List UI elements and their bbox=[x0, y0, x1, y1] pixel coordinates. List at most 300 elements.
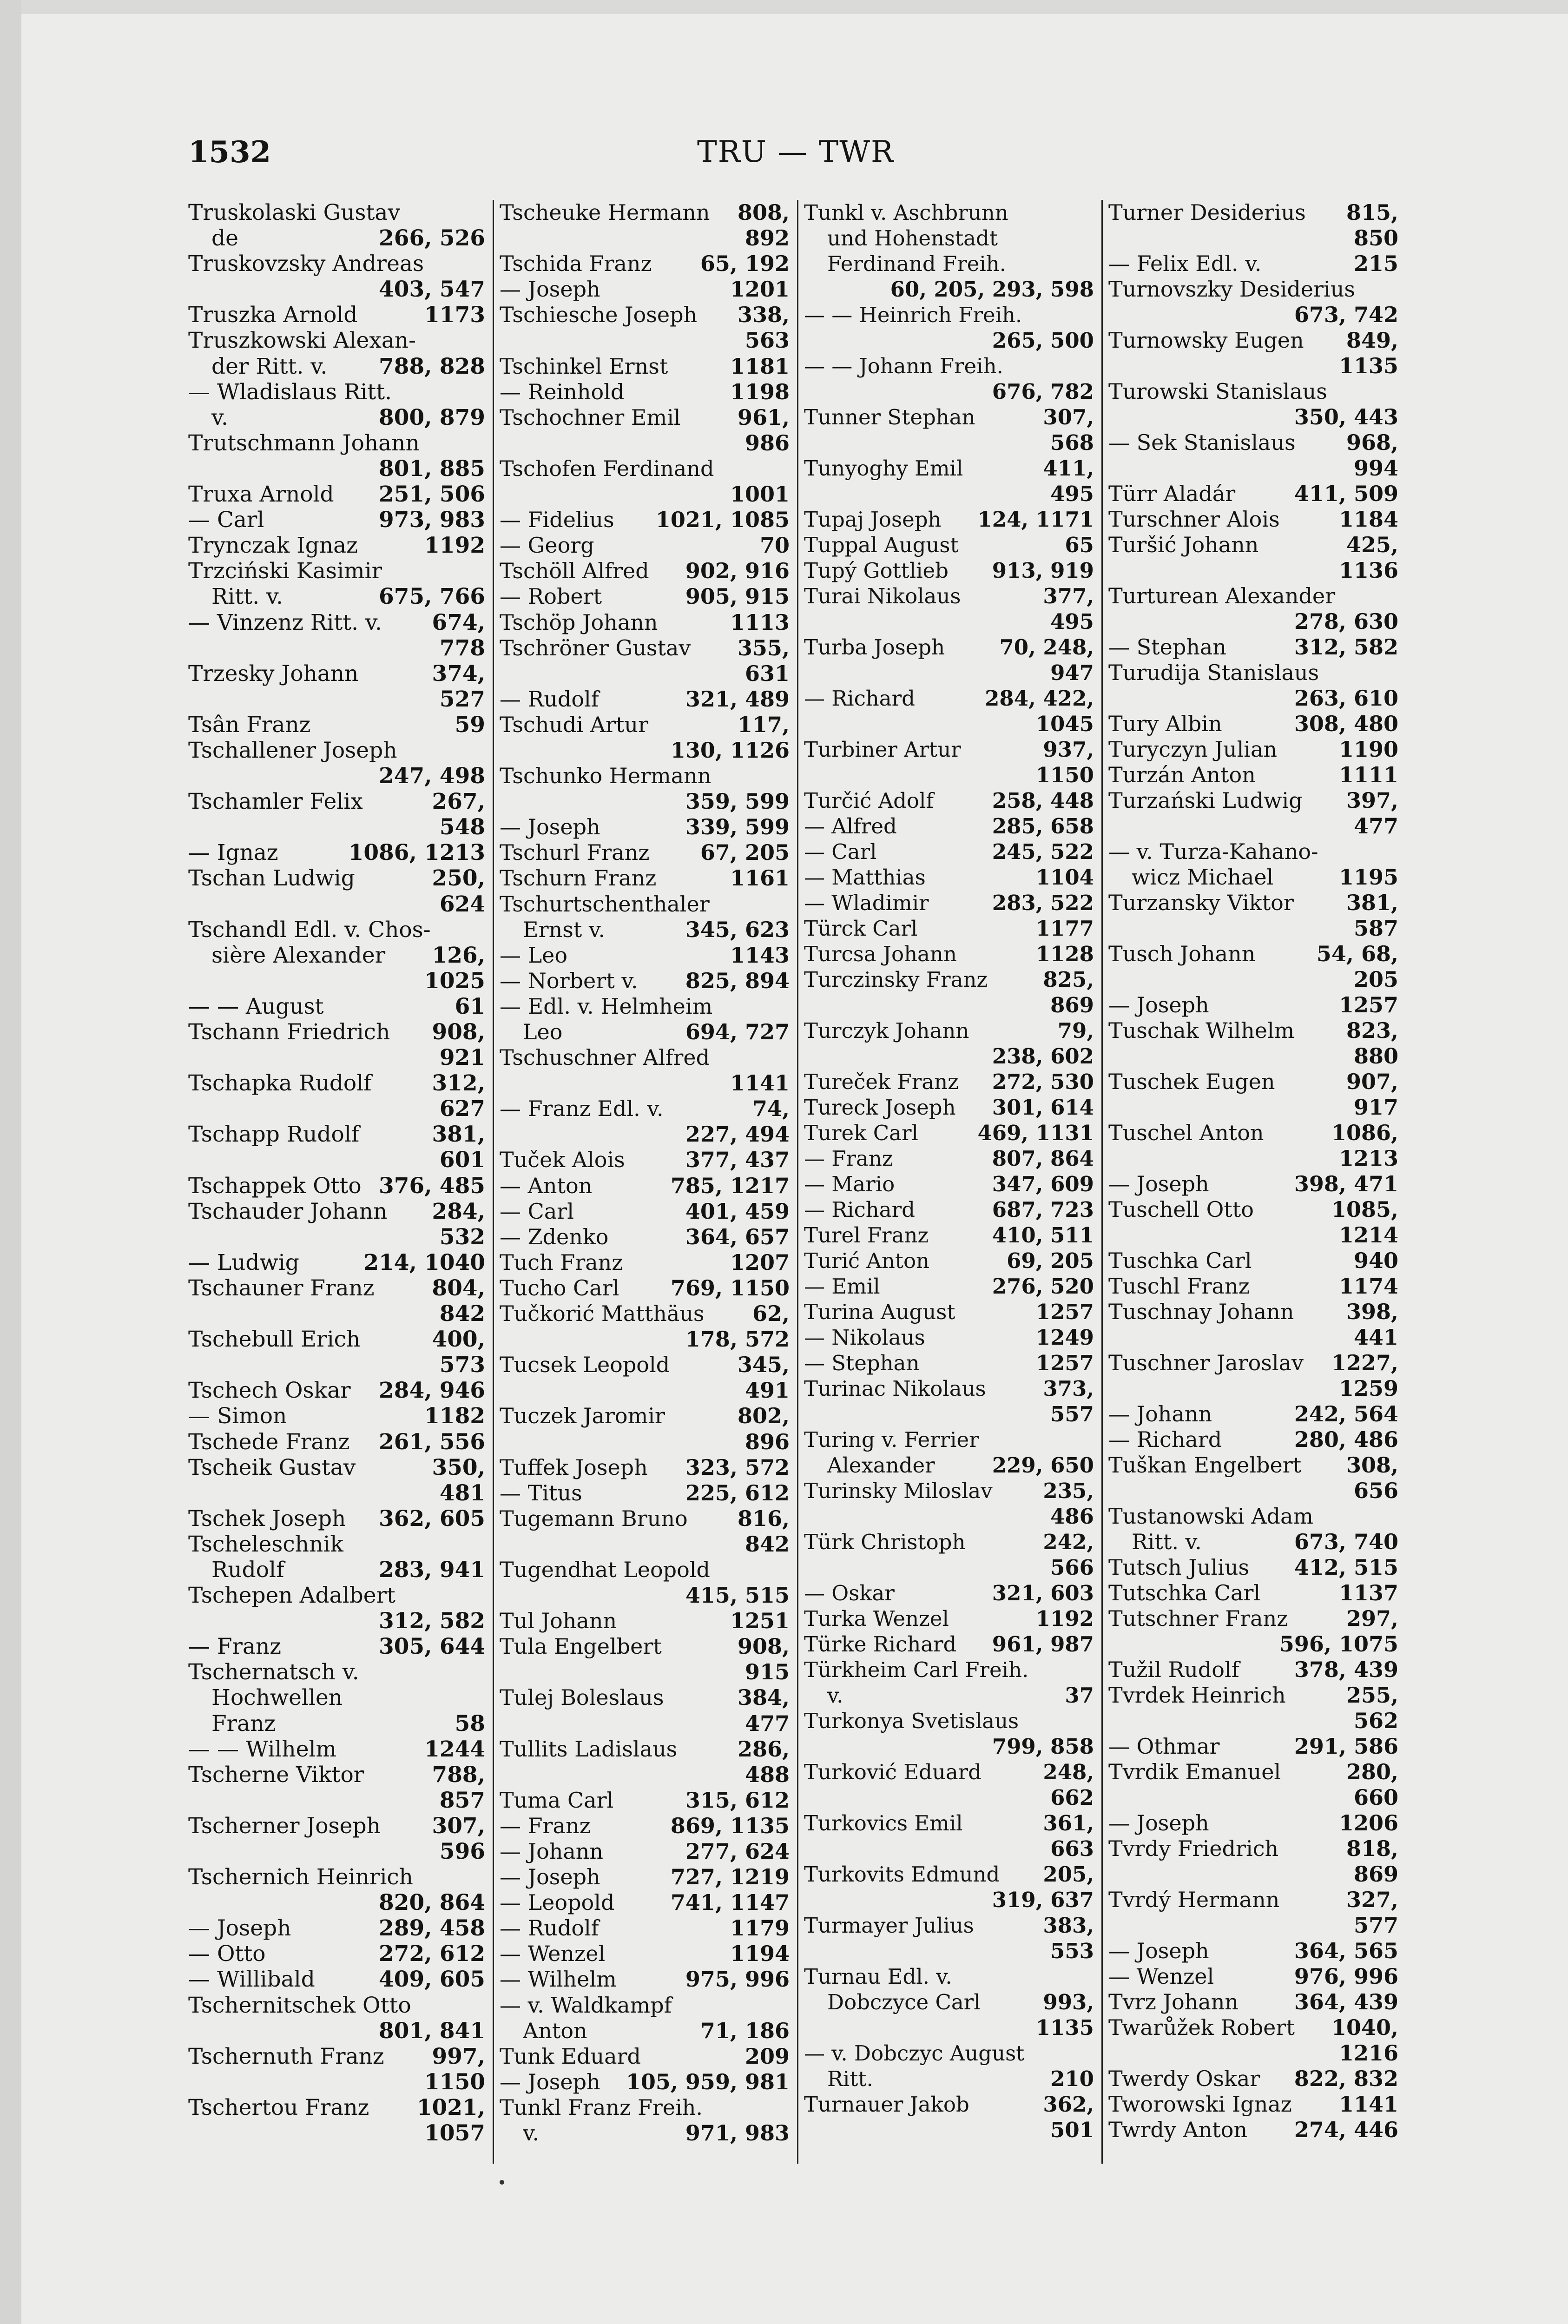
index-entry-line bbox=[804, 1222, 1094, 1248]
index-entry-line bbox=[804, 532, 1094, 558]
index-entry-line bbox=[804, 762, 1094, 788]
index-entry-line bbox=[804, 2066, 1094, 2092]
index-entry-line bbox=[188, 558, 485, 584]
entry-name: Truskovzsky Andreas bbox=[188, 251, 424, 277]
entry-pages: 265, 500 bbox=[992, 328, 1094, 353]
index-entry-line bbox=[500, 1711, 790, 1736]
index-entry-line bbox=[188, 328, 485, 353]
entry-pages: 284, bbox=[432, 1198, 485, 1224]
index-column-3 bbox=[797, 200, 1101, 2164]
index-entry-line bbox=[1108, 1938, 1398, 1964]
entry-pages: 563 bbox=[744, 328, 790, 353]
entry-name: Tschech Oskar bbox=[188, 1378, 351, 1404]
index-entry-line bbox=[500, 943, 790, 968]
entry-pages: 1111 bbox=[1338, 762, 1398, 787]
index-entry-line bbox=[188, 200, 485, 225]
entry-pages: 225, 612 bbox=[685, 1480, 790, 1505]
entry-name: Türck Carl bbox=[804, 916, 918, 941]
entry-pages: 816, bbox=[737, 1505, 790, 1531]
entry-name: — Johann bbox=[1108, 1401, 1212, 1426]
entry-name: Tschamler Felix bbox=[188, 789, 363, 815]
entry-name: Turnowsky Eugen bbox=[1108, 328, 1304, 353]
entry-pages: 815, bbox=[1346, 200, 1398, 225]
entry-pages: 1086, bbox=[1331, 1120, 1398, 1145]
index-entry-line bbox=[500, 1788, 790, 1813]
entry-pages: 319, 637 bbox=[992, 1888, 1094, 1912]
entry-name: Turturean Alexander bbox=[1108, 583, 1336, 608]
entry-pages: 993, bbox=[1043, 1990, 1094, 2014]
entry-name: — Fidelius bbox=[500, 507, 614, 533]
entry-name: — Wladislaus Ritt. bbox=[188, 379, 392, 405]
entry-pages: 130, 1126 bbox=[670, 737, 790, 763]
entry-name: Turai Nikolaus bbox=[804, 584, 961, 608]
entry-name: — v. Turza-Kahano- bbox=[1108, 839, 1318, 864]
entry-pages: 994 bbox=[1353, 456, 1398, 481]
entry-name: Tuffek Joseph bbox=[500, 1454, 648, 1480]
index-entry-line bbox=[804, 1043, 1094, 1069]
index-entry-line bbox=[188, 1788, 485, 1813]
entry-pages: 825, bbox=[1043, 967, 1094, 992]
entry-name: Tschapka Rudolf bbox=[188, 1070, 372, 1096]
entry-name: Turić Anton bbox=[804, 1248, 930, 1273]
entry-name: Turšić Johann bbox=[1108, 532, 1259, 557]
index-entry-line bbox=[804, 1171, 1094, 1197]
index-entry-line bbox=[500, 1480, 790, 1506]
entry-pages: 280, bbox=[1346, 1759, 1398, 1784]
entry-name: — Ignaz bbox=[188, 840, 278, 866]
entry-pages: 1135 bbox=[1338, 353, 1398, 378]
entry-pages: 381, bbox=[1346, 890, 1398, 915]
entry-pages: 1227, bbox=[1331, 1350, 1398, 1375]
entry-name: Tschochner Emil bbox=[500, 404, 681, 430]
entry-name: Tschek Joseph bbox=[188, 1505, 346, 1532]
index-entry-line bbox=[804, 507, 1094, 532]
entry-pages: 905, 915 bbox=[685, 584, 790, 609]
index-entry-line bbox=[1108, 1606, 1398, 1631]
entry-pages: 968, bbox=[1346, 430, 1398, 455]
index-entry-line bbox=[804, 1401, 1094, 1427]
entry-name: Anton bbox=[523, 2018, 587, 2043]
entry-pages: 527 bbox=[439, 686, 485, 712]
entry-name: — Willibald bbox=[188, 1967, 315, 1993]
entry-name: — Franz bbox=[188, 1634, 282, 1660]
index-entry-line bbox=[500, 482, 790, 507]
entry-name: Ritt. v. bbox=[211, 584, 283, 610]
index-entry-line bbox=[188, 968, 485, 994]
entry-name: — Leopold bbox=[500, 1890, 615, 1915]
index-entry-line bbox=[804, 1452, 1094, 1478]
index-entry-line bbox=[188, 1685, 485, 1710]
entry-name: Tschuschner Alfred bbox=[500, 1045, 710, 1070]
entry-name: Tuschel Anton bbox=[1108, 1120, 1264, 1145]
entry-pages: 283, 522 bbox=[992, 891, 1094, 915]
entry-pages: 1259 bbox=[1338, 1376, 1398, 1401]
entry-name: Tschernitschek Otto bbox=[188, 1992, 411, 2018]
entry-pages: 961, 987 bbox=[992, 1632, 1094, 1657]
index-entry-line bbox=[188, 763, 485, 789]
index-entry-line bbox=[804, 992, 1094, 1018]
entry-name: Turnau Edl. v. bbox=[804, 1964, 952, 1989]
index-entry-line bbox=[1108, 1683, 1398, 1708]
entry-pages: 398, 471 bbox=[1294, 1171, 1398, 1196]
index-entry-line bbox=[188, 533, 485, 558]
entry-pages: 278, 630 bbox=[1294, 609, 1398, 634]
entry-pages: 1181 bbox=[730, 353, 790, 379]
entry-name: — Matthias bbox=[804, 865, 926, 890]
index-entry-line bbox=[188, 610, 485, 635]
entry-pages: 425, bbox=[1346, 532, 1398, 557]
index-entry-line bbox=[804, 225, 1094, 251]
entry-name: v. bbox=[523, 2120, 540, 2146]
index-entry-line bbox=[188, 507, 485, 533]
entry-pages: 869 bbox=[1353, 1862, 1398, 1887]
entry-name: Tscheleschnik bbox=[188, 1531, 343, 1557]
entry-pages: 214, 1040 bbox=[363, 1249, 485, 1275]
entry-pages: 126, bbox=[432, 942, 485, 968]
entry-pages: 902, 916 bbox=[685, 558, 790, 584]
entry-name: — Franz bbox=[500, 1813, 591, 1838]
entry-pages: 235, bbox=[1043, 1479, 1094, 1503]
index-entry-line bbox=[1108, 2117, 1398, 2143]
entry-name: — Felix Edl. v. bbox=[1108, 251, 1262, 276]
entry-pages: 1182 bbox=[424, 1403, 485, 1429]
entry-pages: 280, 486 bbox=[1294, 1427, 1398, 1452]
index-entry-line bbox=[500, 610, 790, 635]
index-entry-line bbox=[804, 1759, 1094, 1785]
index-entry-line bbox=[188, 917, 485, 943]
entry-pages: 242, 564 bbox=[1294, 1401, 1398, 1426]
entry-name: — Simon bbox=[188, 1403, 287, 1429]
entry-name: Rudolf bbox=[211, 1557, 284, 1583]
entry-pages: 312, 582 bbox=[379, 1608, 485, 1634]
entry-name: Tworowski Ignaz bbox=[1108, 2092, 1292, 2117]
entry-pages: 1135 bbox=[1035, 2015, 1094, 2040]
entry-pages: 676, 782 bbox=[992, 379, 1094, 404]
entry-pages: 411, bbox=[1043, 456, 1094, 481]
index-entry-line bbox=[804, 1120, 1094, 1146]
entry-pages: 825, 894 bbox=[685, 968, 790, 993]
index-entry-line bbox=[804, 1964, 1094, 1989]
index-entry-line bbox=[1108, 711, 1398, 737]
entry-pages: 656 bbox=[1353, 1478, 1398, 1503]
entry-name: Twerdy Oskar bbox=[1108, 2066, 1260, 2091]
index-entry-line bbox=[500, 840, 790, 865]
index-entry-line bbox=[804, 1504, 1094, 1529]
index-entry-line bbox=[1108, 813, 1398, 839]
entry-name: Turkovics Emil bbox=[804, 1811, 963, 1835]
entry-pages: 229, 650 bbox=[992, 1453, 1094, 1478]
entry-name: Leo bbox=[523, 1019, 563, 1044]
index-entry-line bbox=[500, 456, 790, 482]
index-entry-line bbox=[188, 738, 485, 763]
entry-pages: 284, 946 bbox=[379, 1378, 485, 1404]
index-entry-line bbox=[500, 1557, 790, 1583]
index-entry-line bbox=[500, 225, 790, 251]
entry-name: Tschurtschenthaler bbox=[500, 891, 710, 917]
entry-name: — Zdenko bbox=[500, 1224, 609, 1249]
index-entry-line bbox=[500, 328, 790, 353]
entry-name: Tschauder Johann bbox=[188, 1198, 388, 1224]
index-entry-line bbox=[188, 1301, 485, 1327]
index-entry-line bbox=[1108, 1734, 1398, 1759]
index-entry-line bbox=[188, 2044, 485, 2069]
entry-pages: 364, 657 bbox=[685, 1224, 790, 1249]
entry-pages: 1040, bbox=[1331, 2015, 1398, 2040]
entry-name: Ernst v. bbox=[523, 917, 606, 942]
entry-name: Franz bbox=[211, 1710, 276, 1736]
index-entry-line bbox=[804, 737, 1094, 762]
entry-pages: 842 bbox=[744, 1531, 790, 1557]
entry-pages: 355, bbox=[737, 635, 790, 660]
index-entry-line bbox=[188, 1557, 485, 1583]
index-entry-line bbox=[1108, 1759, 1398, 1785]
entry-name: — Edl. v. Helmheim bbox=[500, 993, 713, 1019]
index-entry-line bbox=[1108, 1299, 1398, 1325]
index-entry-line bbox=[188, 814, 485, 840]
entry-name: Tschudi Artur bbox=[500, 712, 649, 737]
index-entry-line bbox=[188, 430, 485, 456]
index-entry-line bbox=[1108, 1887, 1398, 1913]
index-entry-line bbox=[804, 200, 1094, 225]
entry-pages: 501 bbox=[1050, 2118, 1094, 2142]
index-entry-line bbox=[500, 712, 790, 738]
index-entry-line bbox=[1108, 532, 1398, 558]
index-entry-line bbox=[1108, 1657, 1398, 1683]
index-entry-line bbox=[188, 1173, 485, 1199]
index-entry-line bbox=[804, 2117, 1094, 2143]
entry-pages: 79, bbox=[1057, 1018, 1094, 1043]
entry-name: — Anton bbox=[500, 1173, 593, 1198]
index-entry-line bbox=[804, 328, 1094, 353]
index-entry-line bbox=[1108, 251, 1398, 277]
entry-pages: 997, bbox=[432, 2043, 485, 2069]
entry-name: — Joseph bbox=[500, 277, 600, 302]
entry-name: — Otto bbox=[188, 1941, 266, 1967]
entry-pages: 54, 68, bbox=[1316, 941, 1398, 966]
entry-pages: 1021, 1085 bbox=[655, 507, 790, 533]
index-entry-line bbox=[804, 1095, 1094, 1120]
entry-pages: 327, bbox=[1346, 1887, 1398, 1912]
entry-pages: 374, bbox=[432, 660, 485, 687]
entry-name: Turčić Adolf bbox=[804, 788, 934, 813]
index-entry-line bbox=[804, 2015, 1094, 2040]
entry-pages: 377, bbox=[1043, 584, 1094, 608]
entry-pages: 601 bbox=[439, 1147, 485, 1173]
index-entry-line bbox=[500, 251, 790, 277]
index-entry-line bbox=[500, 1634, 790, 1659]
entry-name: Turina August bbox=[804, 1300, 955, 1324]
index-entry-line bbox=[804, 1810, 1094, 1836]
entry-pages: 401, 459 bbox=[685, 1198, 790, 1224]
index-entry-line bbox=[1108, 430, 1398, 456]
entry-name: — Sek Stanislaus bbox=[1108, 430, 1296, 455]
index-entry-line bbox=[500, 2018, 790, 2044]
index-entry-line bbox=[804, 1529, 1094, 1555]
index-entry-line bbox=[1108, 1120, 1398, 1146]
entry-pages: 799, 858 bbox=[992, 1734, 1094, 1759]
entry-pages: 1214 bbox=[1338, 1222, 1398, 1248]
entry-pages: 441 bbox=[1353, 1325, 1398, 1350]
index-entry-line bbox=[500, 865, 790, 891]
entry-pages: 210 bbox=[1050, 2067, 1094, 2091]
entry-name: Hochwellen bbox=[211, 1685, 343, 1711]
entry-pages: 272, 530 bbox=[992, 1070, 1094, 1094]
index-entry-line bbox=[188, 687, 485, 712]
entry-name: — Stephan bbox=[1108, 634, 1226, 660]
entry-pages: 674, bbox=[432, 609, 485, 635]
index-entry-line bbox=[1108, 1708, 1398, 1734]
index-entry-line bbox=[804, 1938, 1094, 1964]
entry-name: — Johann bbox=[500, 1839, 604, 1864]
entry-name: Ritt. v. bbox=[1132, 1529, 1202, 1554]
index-entry-line bbox=[188, 994, 485, 1019]
entry-pages: 532 bbox=[439, 1224, 485, 1250]
entry-pages: 785, 1217 bbox=[670, 1173, 790, 1198]
entry-pages: 673, 742 bbox=[1294, 302, 1398, 327]
entry-pages: 662 bbox=[1050, 1785, 1094, 1810]
index-entry-line bbox=[500, 661, 790, 687]
entry-pages: 1173 bbox=[424, 302, 485, 328]
entry-pages: 1045 bbox=[1035, 712, 1094, 736]
index-entry-line bbox=[188, 635, 485, 661]
entry-pages: 272, 612 bbox=[379, 1941, 485, 1967]
entry-pages: 373, bbox=[1043, 1376, 1094, 1401]
entry-pages: 105, 959, 981 bbox=[626, 2069, 790, 2094]
entry-name: — v. Waldkampf bbox=[500, 1992, 672, 2018]
entry-name: Tscheik Gustav bbox=[188, 1454, 356, 1480]
entry-pages: 1086, 1213 bbox=[348, 840, 485, 866]
entry-name: Türk Christoph bbox=[804, 1530, 966, 1554]
entry-pages: 410, 511 bbox=[992, 1223, 1094, 1248]
index-entry-line bbox=[500, 1890, 790, 1915]
entry-name: — Stephan bbox=[804, 1351, 920, 1375]
entry-pages: 398, bbox=[1346, 1299, 1398, 1324]
entry-name: Tschan Ludwig bbox=[188, 865, 355, 891]
ink-speck bbox=[500, 2180, 504, 2185]
entry-pages: 973, 983 bbox=[379, 507, 485, 533]
entry-name: Turinsky Miloslav bbox=[804, 1479, 993, 1503]
entry-pages: 477 bbox=[744, 1710, 790, 1736]
index-entry-line bbox=[500, 1327, 790, 1352]
entry-pages: 892 bbox=[744, 225, 790, 251]
index-entry-line bbox=[188, 661, 485, 687]
entry-pages: 818, bbox=[1346, 1836, 1398, 1861]
entry-name: Tschernuth Franz bbox=[188, 2043, 384, 2069]
index-entry-line bbox=[1108, 1350, 1398, 1376]
entry-pages: 1216 bbox=[1338, 2040, 1398, 2066]
entry-name: — Norbert v. bbox=[500, 968, 638, 993]
entry-pages: 1161 bbox=[730, 865, 790, 891]
entry-name: Tunner Stephan bbox=[804, 405, 975, 429]
index-entry-line bbox=[500, 2095, 790, 2120]
index-entry-line bbox=[804, 686, 1094, 711]
index-entry-line bbox=[188, 1762, 485, 1788]
index-entry-line bbox=[1108, 2015, 1398, 2040]
index-entry-line bbox=[1108, 1555, 1398, 1580]
entry-name: — Othmar bbox=[1108, 1734, 1220, 1759]
entry-name: — Robert bbox=[500, 584, 602, 609]
index-entry-line bbox=[500, 891, 790, 917]
entry-name: — Reinhold bbox=[500, 379, 625, 404]
entry-name: Tunkl v. Aschbrunn bbox=[804, 200, 1008, 225]
index-entry-line bbox=[500, 507, 790, 533]
entry-pages: 359, 599 bbox=[685, 789, 790, 814]
entry-name: — — Johann Freih. bbox=[804, 354, 1003, 378]
entry-name: Tuček Alois bbox=[500, 1147, 625, 1173]
entry-name: Turmayer Julius bbox=[804, 1913, 974, 1938]
entry-name: Tschapp Rudolf bbox=[188, 1122, 360, 1148]
index-entry-line bbox=[188, 1378, 485, 1403]
index-entry-line bbox=[804, 865, 1094, 890]
entry-name: Tvrz Johann bbox=[1108, 1989, 1239, 2014]
index-entry-line bbox=[804, 1580, 1094, 1606]
entry-name: — Wilhelm bbox=[500, 1967, 617, 1992]
entry-name: — Carl bbox=[804, 839, 877, 864]
index-entry-line bbox=[500, 1608, 790, 1634]
index-entry-line bbox=[1108, 865, 1398, 890]
index-entry-line bbox=[500, 789, 790, 814]
index-entry-line bbox=[804, 277, 1094, 302]
index-entry-line bbox=[804, 1350, 1094, 1376]
entry-pages: 802, bbox=[737, 1403, 790, 1429]
entry-name: Tugemann Bruno bbox=[500, 1505, 688, 1531]
index-entry-line bbox=[500, 1839, 790, 1864]
index-entry-line bbox=[804, 251, 1094, 277]
index-entry-line bbox=[500, 1122, 790, 1147]
entry-pages: 495 bbox=[1050, 609, 1094, 634]
entry-name: Turudija Stanislaus bbox=[1108, 660, 1319, 685]
index-entry-line bbox=[500, 1762, 790, 1788]
index-entry-line bbox=[500, 635, 790, 661]
entry-name: de bbox=[211, 225, 238, 251]
entry-name: Tučkorić Matthäus bbox=[500, 1301, 705, 1327]
entry-name: — Carl bbox=[500, 1198, 574, 1224]
index-entry-line bbox=[1108, 1529, 1398, 1555]
entry-name: — Mario bbox=[804, 1172, 895, 1196]
index-entry-line bbox=[804, 1018, 1094, 1043]
entry-pages: 1150 bbox=[1035, 763, 1094, 787]
entry-pages: 285, 658 bbox=[992, 814, 1094, 838]
entry-pages: 488 bbox=[744, 1762, 790, 1787]
index-entry-line bbox=[1108, 353, 1398, 379]
entry-name: — — Wilhelm bbox=[188, 1736, 337, 1762]
entry-pages: 362, bbox=[1043, 2092, 1094, 2117]
entry-pages: 245, 522 bbox=[992, 839, 1094, 864]
index-entry-line bbox=[1108, 558, 1398, 583]
entry-pages: 975, 996 bbox=[685, 1967, 790, 1992]
index-entry-line bbox=[1108, 1631, 1398, 1657]
index-entry-line bbox=[188, 302, 485, 328]
entry-name: Tsân Franz bbox=[188, 712, 311, 738]
entry-pages: 660 bbox=[1353, 1785, 1398, 1810]
index-entry-line bbox=[804, 890, 1094, 916]
index-column-1 bbox=[188, 200, 493, 2164]
index-entry-line bbox=[1108, 379, 1398, 404]
entry-name: Tscheuke Hermann bbox=[500, 200, 710, 225]
entry-pages: 849, bbox=[1346, 328, 1398, 353]
entry-pages: 284, 422, bbox=[985, 686, 1094, 711]
index-entry-line bbox=[188, 1864, 485, 1890]
entry-pages: 377, 437 bbox=[685, 1147, 790, 1173]
entry-name: — Joseph bbox=[1108, 1810, 1209, 1835]
entry-name: der Ritt. v. bbox=[211, 353, 328, 379]
entry-name: Tschofen Ferdinand bbox=[500, 456, 714, 481]
entry-name: v. bbox=[211, 404, 228, 430]
index-entry-line bbox=[188, 1224, 485, 1250]
index-entry-line bbox=[188, 1941, 485, 1967]
entry-name: Tužil Rudolf bbox=[1108, 1657, 1239, 1682]
entry-pages: 274, 446 bbox=[1294, 2117, 1398, 2142]
